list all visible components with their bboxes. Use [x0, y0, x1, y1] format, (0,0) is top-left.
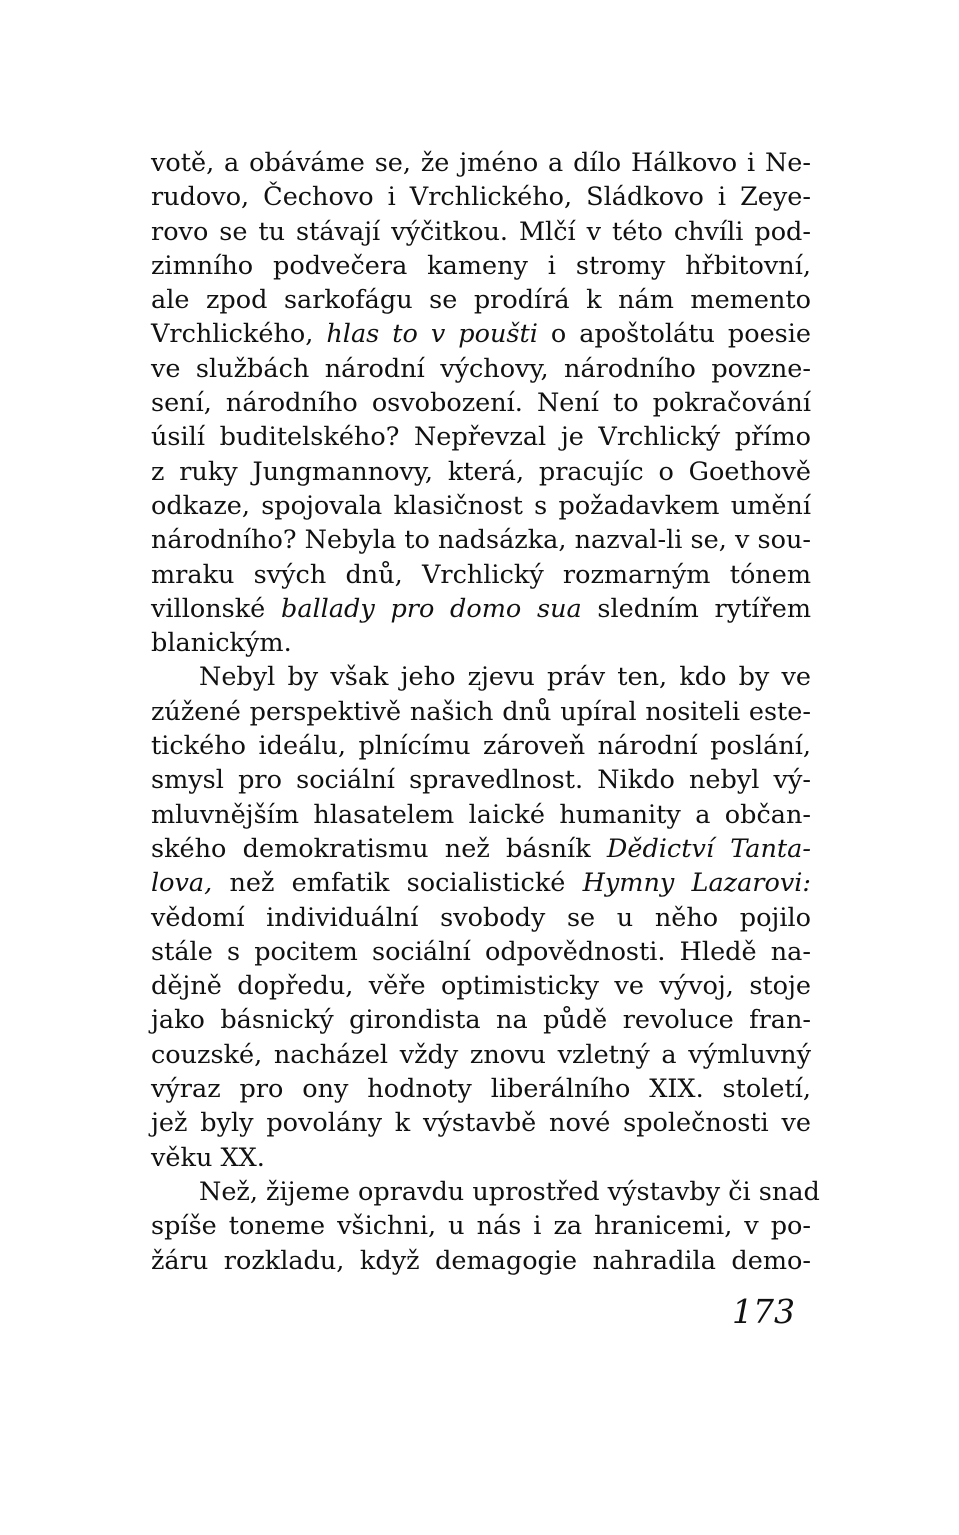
text-run: ale zpod sarkofágu se prodírá k nám memento [151, 285, 811, 316]
text-run: rovo se tu stávají výčitkou. Mlčí v této chvíli pod- [151, 216, 811, 247]
text-line [151, 729, 811, 763]
text-line [151, 832, 811, 866]
text-line [151, 489, 811, 523]
text-run: spíše toneme všichni, u nás i za hranicemi, v po- [151, 1211, 811, 1242]
text-run: žáru rozkladu, když demagogie nahradila demo- [151, 1245, 811, 1276]
text-line [151, 420, 811, 454]
text-line [151, 695, 811, 729]
text-line [151, 935, 811, 969]
text-run: výraz pro ony hodnoty liberálního XIX. století, [151, 1074, 811, 1105]
text-run: couzské, nacházel vždy znovu vzletný a výmluvný [151, 1039, 811, 1070]
text-run: odkaze, spojovala klasičnost s požadavkem umění [151, 490, 811, 521]
text-run: dějně dopředu, věře optimisticky ve vývoj, stoje [151, 971, 811, 1002]
text-run: tického ideálu, plnícímu zároveň národní poslání, [151, 731, 811, 762]
text-run: než emfatik socialistické [212, 868, 583, 899]
italic-text: Hymny Lazarovi: [582, 868, 812, 899]
text-line [151, 592, 811, 626]
text-line [151, 1175, 820, 1209]
text-run: sení, národního osvobození. Není to pokračování [151, 388, 811, 419]
text-run: o apoštolátu poesie [537, 319, 811, 350]
text-line [151, 249, 811, 283]
text-line [151, 763, 811, 797]
text-line [151, 386, 811, 420]
text-run: jako básnický girondista na půdě revoluce fran- [151, 1005, 811, 1036]
text-line [151, 1072, 811, 1106]
text-run: villonské [151, 593, 281, 624]
paragraph [151, 1175, 820, 1278]
text-run: ve službách národní výchovy, národního povzne- [151, 353, 811, 384]
text-run: zimního podvečera kameny i stromy hřbitovní, [151, 250, 811, 281]
text-line [151, 1038, 811, 1072]
text-line [151, 523, 811, 557]
italic-text: Dědictví Tanta- [606, 833, 811, 864]
text-run: Nebyl by však jeho zjevu práv ten, kdo by ve [199, 662, 811, 693]
italic-text: hlas to v poušti [326, 319, 538, 350]
text-line [151, 283, 811, 317]
text-line [151, 317, 811, 351]
text-run: zúžené perspektivě našich dnů upíral nositeli este- [151, 696, 811, 727]
text-run: ského demokratismu než básník [151, 833, 607, 864]
text-run: mluvnějším hlasatelem laické humanity a občan- [151, 799, 811, 830]
page-number: 173 [732, 1292, 795, 1331]
text-run: Vrchlického, [151, 319, 327, 350]
text-run: rudovo, Čechovo i Vrchlického, Sládkovo i Zeye- [151, 182, 811, 213]
page-text [151, 146, 820, 1278]
text-run: votě, a obáváme se, že jméno a dílo Hálkovo i Ne- [151, 148, 811, 178]
text-line [151, 558, 811, 592]
text-run: Než, žijeme opravdu uprostřed výstavby či snad [199, 1176, 820, 1207]
text-line [151, 146, 811, 180]
text-run: stále s pocitem sociální odpovědnosti. Hledě na- [151, 936, 811, 967]
text-run: mraku svých dnů, Vrchlický rozmarným tónem [151, 559, 811, 590]
paragraph [151, 146, 811, 660]
text-line [151, 180, 811, 214]
text-run: z ruky Jungmannovy, která, pracujíc o Goethově [151, 456, 811, 487]
text-line [151, 866, 811, 900]
text-run: věku XX. [151, 1142, 265, 1173]
text-line [151, 798, 811, 832]
text-line [151, 1244, 811, 1278]
text-line [151, 455, 811, 489]
text-line [151, 352, 811, 386]
text-run: smysl pro sociální spravedlnost. Nikdo nebyl vý- [151, 765, 811, 796]
text-line [151, 969, 811, 1003]
text-run: národního? Nebyla to nadsázka, nazval-li se, v sou- [151, 525, 811, 556]
italic-text: lova, [151, 868, 213, 899]
text-run: vědomí individuální svobody se u něho pojilo [151, 902, 811, 933]
text-line [151, 1003, 811, 1037]
italic-text: ballady pro domo sua [281, 593, 582, 624]
paragraph [151, 660, 811, 1174]
text-line [151, 1106, 811, 1140]
text-line [151, 1141, 811, 1175]
text-run: blanickým. [151, 628, 292, 659]
text-line [151, 626, 811, 660]
text-run: úsilí buditelského? Nepřevzal je Vrchlický přímo [151, 422, 811, 453]
text-run: sledním rytířem [581, 593, 812, 624]
text-run: jež byly povolány k výstavbě nové společnosti ve [151, 1108, 811, 1139]
text-line [151, 1209, 811, 1243]
text-line [151, 901, 811, 935]
text-line [151, 660, 811, 694]
text-line [151, 215, 811, 249]
